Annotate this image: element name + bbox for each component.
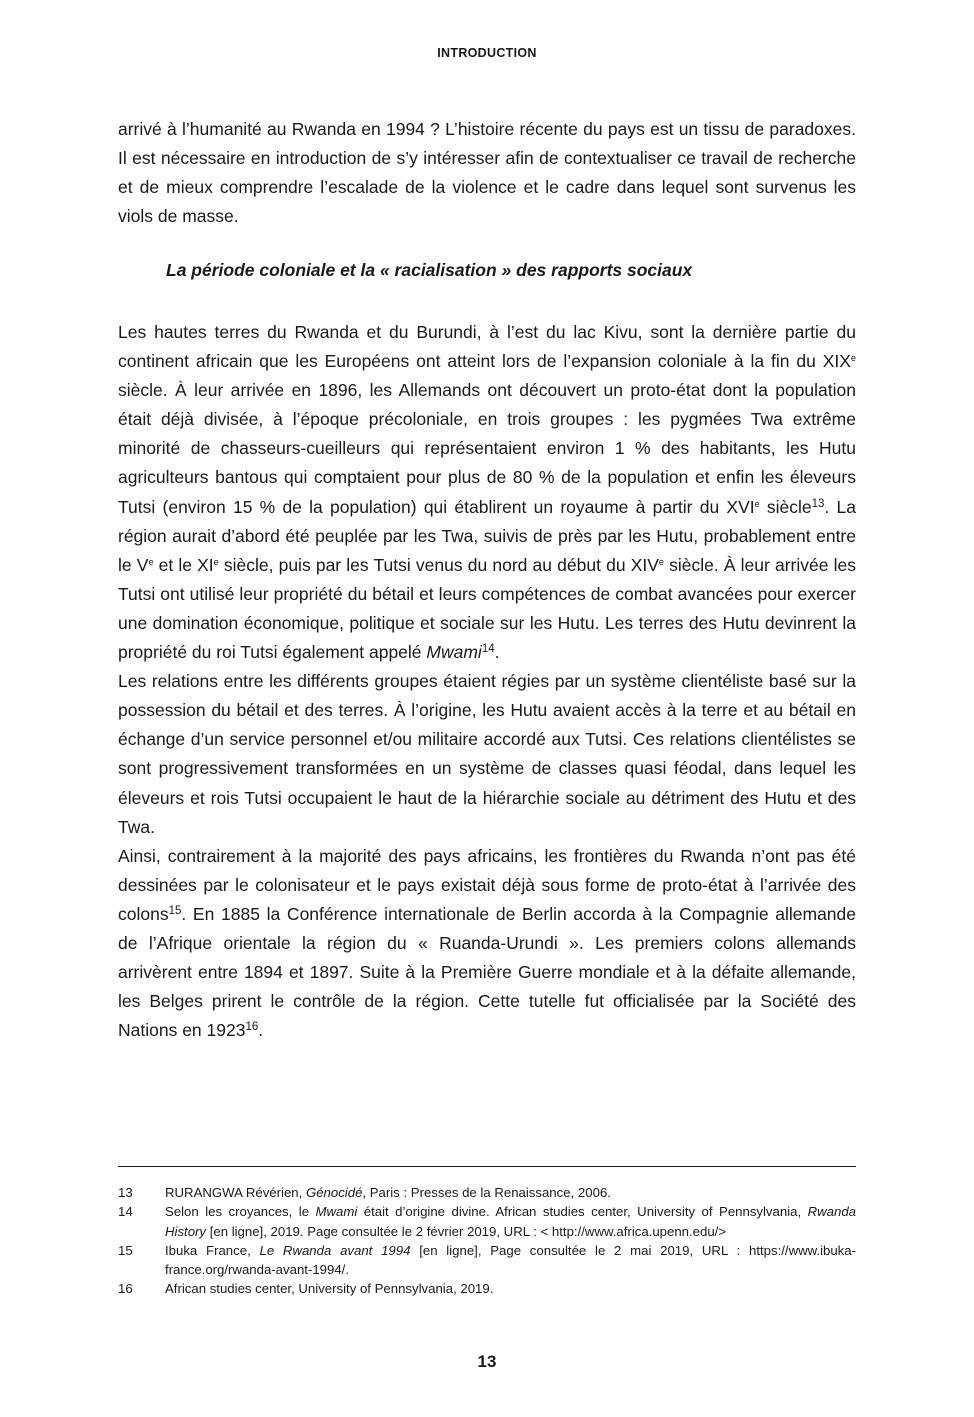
text-run: Les hautes terres du Rwanda et du Burundi, à l’est du lac Kivu, sont la dernière partie du continent africain que les Européens ont atteint lors de l’expansion coloniale à la fin du XIX (118, 322, 856, 372)
text-run: African studies center, University of Pennsylvania, 2019. (165, 1281, 494, 1297)
footnote-ref-14[interactable]: 14 (481, 643, 495, 656)
text-run: , Paris : Presses de la Renaissance, 2006. (362, 1185, 611, 1200)
text-run: . (258, 1020, 264, 1041)
text-run: Selon les croyances, le (165, 1204, 316, 1220)
footnote-number: 13 (118, 1185, 133, 1200)
text-run: siècle. À leur arrivée en 1896, les Allemands ont découvert un proto-état dont la population était déjà divisée, à l’époque précoloniale, en trois groupes : les pygmées Twa extrême minorité de chasseurs-cueilleurs qui représentaient environ 1 % des habitants, les Hutu agriculteurs bantous qui comptaient pour plus de 80 % de la population et enfin les éleveurs Tutsi (environ 15 % de la population) qui établirent un royaume à partir du XVI (118, 380, 856, 517)
italic-title: Génocidé (305, 1185, 363, 1200)
footnote-16 (118, 1279, 856, 1298)
ordinal-superscript: e (754, 498, 760, 509)
footnote-url-text: [en ligne], 2019. Page consultée le 2 février 2019, URL : < http://www.africa.upenn.edu/> (206, 1223, 727, 1239)
running-header: INTRODUCTION (437, 46, 537, 60)
text-run: Ibuka France, (165, 1242, 260, 1258)
footnote-text (165, 1279, 856, 1298)
text-run: siècle (759, 496, 812, 517)
footnote-15 (118, 1241, 856, 1280)
section-heading: La période coloniale et la « racialisation » des rapports sociaux (166, 260, 693, 280)
footnote-number: 16 (118, 1281, 133, 1297)
text-run: était d’origine divine. African studies center, University of Pennsylvania, (357, 1204, 808, 1220)
text-run: . En 1885 la Conférence internationale de Berlin accorda à la Compagnie allemande de l’Afrique orientale la région du « Ruanda-Urundi ». Les premiers colons allemands arrivèrent entre 1894 et 1897. Suite à la Première Guerre mondiale et à la défaite allemande, les Belges prirent le contrôle de la région. Cette tutelle fut officialisée par la Société des Nations en 1923 (118, 903, 856, 1041)
italic-title: Rwanda History (165, 1204, 856, 1239)
text-run: . La région aurait d’abord été peuplée par les Twa, suivis de près par les Hutu, probablement entre le V (118, 496, 856, 575)
footnote-ref-13[interactable]: 13 (811, 497, 825, 510)
ordinal-superscript: e (850, 353, 856, 364)
main-text (118, 318, 856, 1045)
footnote-number: 15 (118, 1242, 133, 1258)
text-run: siècle, puis par les Tutsi venus du nord au début du XIV (218, 554, 659, 575)
footnote-ref-16[interactable]: 16 (245, 1021, 259, 1034)
intro-paragraph: arrivé à l’humanité au Rwanda en 1994 ? L’histoire récente du pays est un tissu de paradoxes. Il est nécessaire en introduction de s’y intéresser afin de contextualiser ce travail de recherche et de mieux comprendre l’escalade de la violence et le cadre dans lequel sont survenus les viols de masse. (118, 119, 856, 227)
ordinal-superscript: e (148, 556, 154, 567)
paragraph-2: Les relations entre les différents groupes étaient régies par un système clientéliste basé sur la possession du bétail et des terres. À l’origine, les Hutu avaient accès à la terre et au bétail en échange d’un service personnel et/ou militaire accordé aux Tutsi. Ces relations clientélistes se sont progressivement transformées en un système de classes quasi féodal, dans lequel les éleveurs et rois Tutsi occupaient le haut de la hiérarchie sociale au détriment des Hutu et des Twa. (118, 671, 856, 837)
footnote-text (165, 1183, 856, 1202)
text-run: Ainsi, contrairement à la majorité des pays africains, les frontières du Rwanda n’ont pas été dessinées par le colonisateur et le pays existait déjà sous forme de proto-état à l’arrivée des colons (118, 845, 856, 924)
footnote-text (165, 1202, 856, 1241)
text-run: . (494, 642, 500, 663)
text-run: siècle. À leur arrivée les Tutsi ont utilisé leur propriété du bétail et leurs compétences de combat avancées pour exercer une domination économique, politique et sociale sur les Hutu. Les terres des Hutu devinrent la propriété du roi Tutsi également appelé (118, 554, 856, 663)
footnote-number: 14 (118, 1204, 133, 1220)
ordinal-superscript: e (658, 556, 664, 567)
text-run: RURANGWA Révérien, (165, 1185, 306, 1200)
italic-term: Mwami (315, 1204, 358, 1220)
footnote-ref-15[interactable]: 15 (168, 904, 182, 917)
paragraph-1 (118, 318, 856, 667)
footnote-13 (118, 1183, 856, 1202)
footnote-14 (118, 1202, 856, 1241)
intro-paragraph-block (118, 115, 856, 231)
page-number: 13 (477, 1352, 497, 1371)
footnotes (118, 1183, 856, 1299)
text-run: et le XI (153, 554, 214, 575)
italic-term: Mwami (426, 642, 482, 663)
ordinal-superscript: e (213, 556, 219, 567)
footnote-divider (118, 1166, 856, 1167)
footnote-url-text: [en ligne], Page consultée le 2 mai 2019, URL : https://www.ibuka-france.org/rwanda-avant-1994/. (165, 1242, 856, 1278)
footnote-text (165, 1241, 856, 1280)
italic-title: Le Rwanda avant 1994 (259, 1242, 411, 1258)
paragraph-3 (118, 842, 856, 1046)
